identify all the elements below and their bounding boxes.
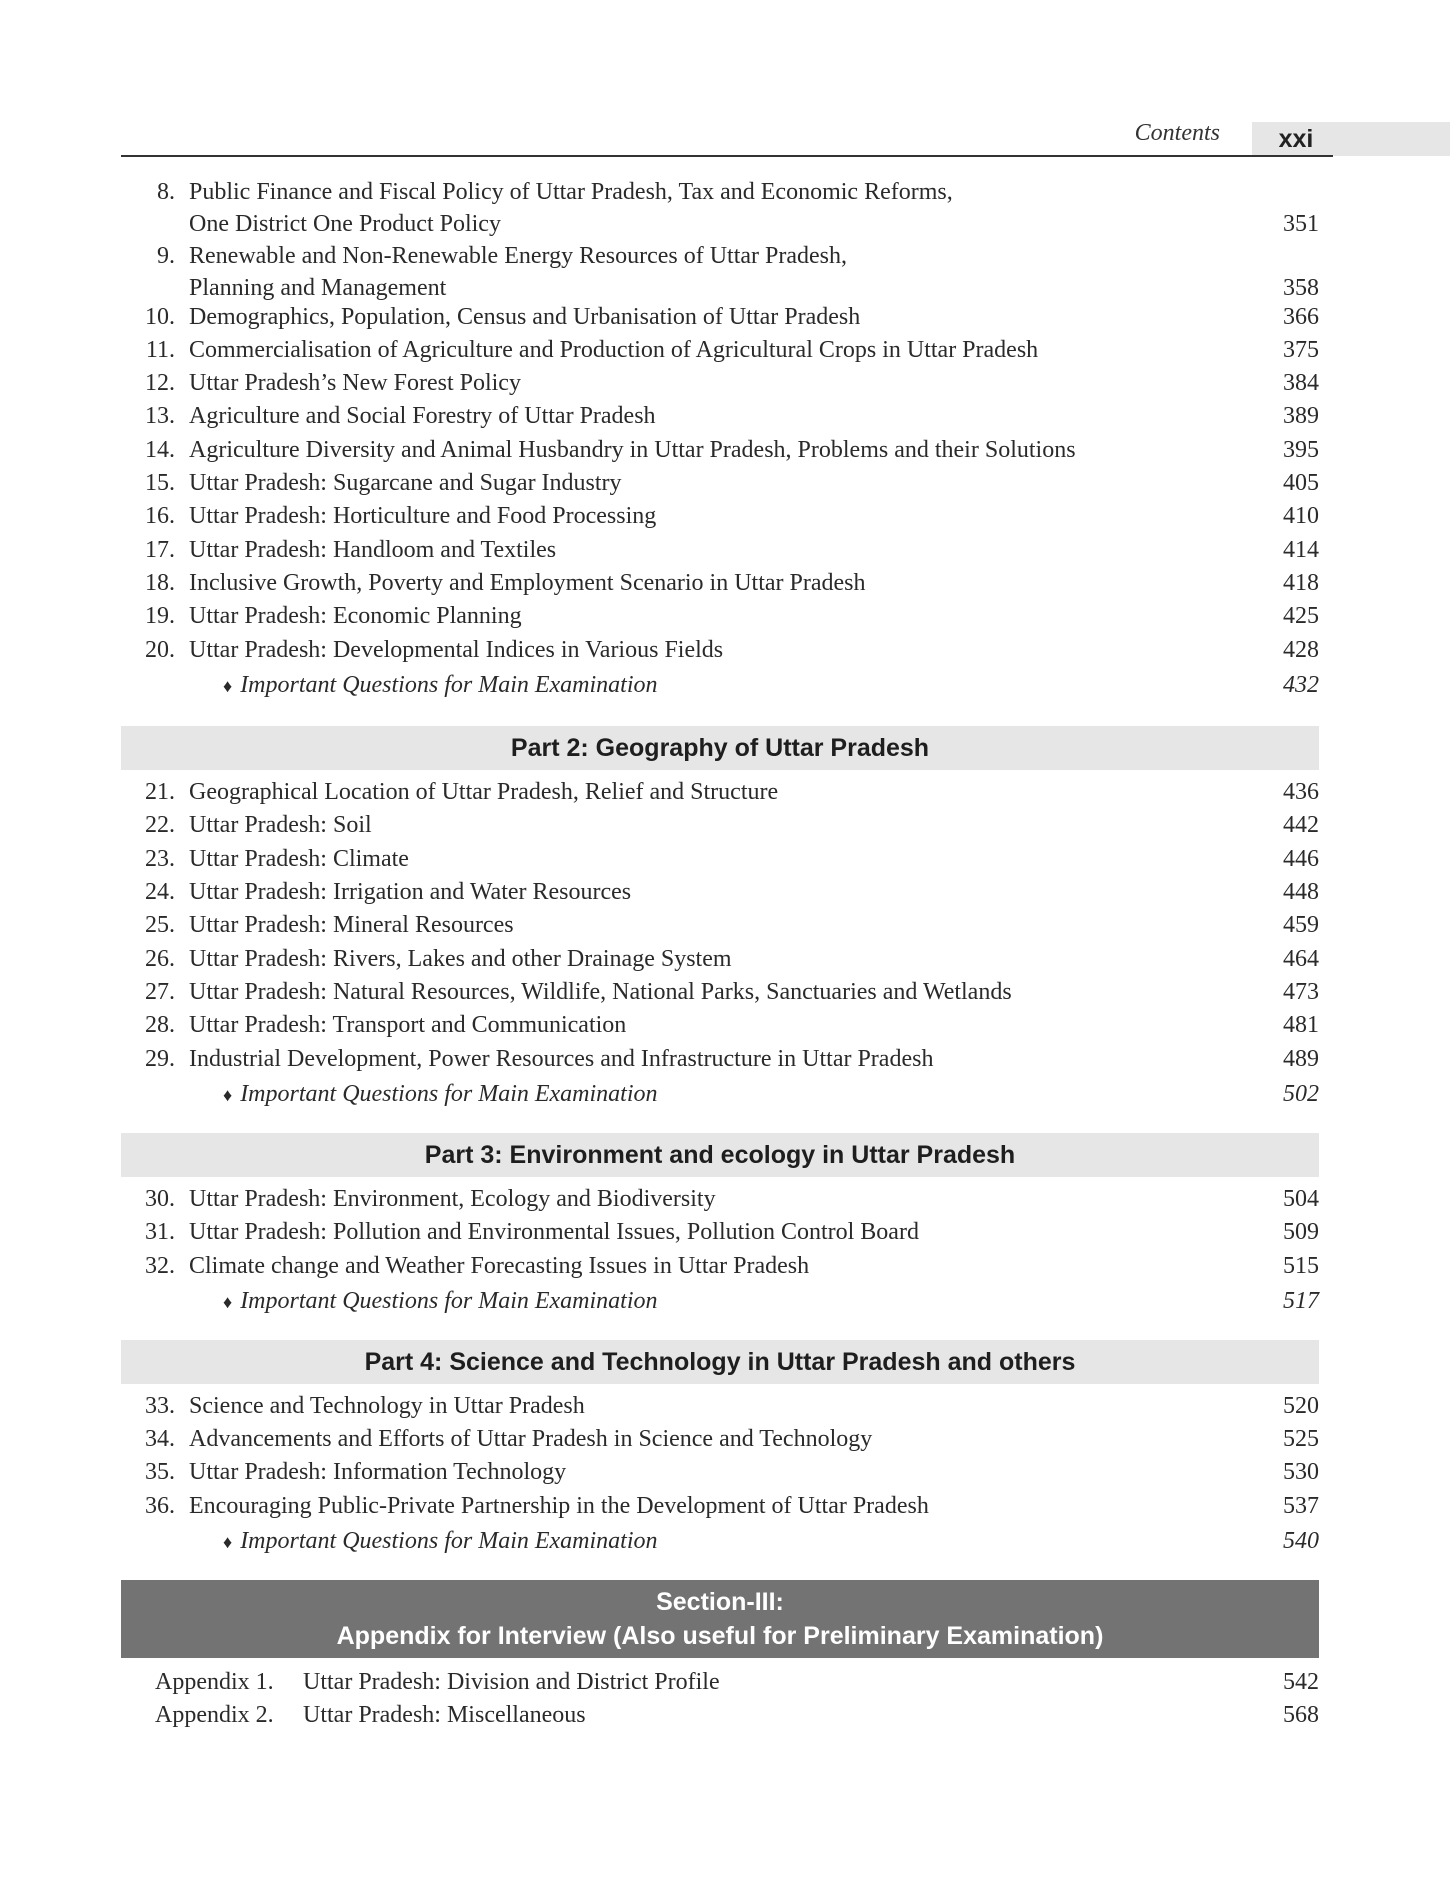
- toc-entry[interactable]: [121, 600, 1319, 632]
- entry-title: Uttar Pradesh: Pollution and Environmental Issues, Pollution Control Board: [189, 1218, 919, 1245]
- toc-entry[interactable]: [121, 909, 1319, 941]
- appendix-entry[interactable]: [155, 1699, 1319, 1731]
- entry-number: 14.: [145, 436, 175, 463]
- entry-title: Uttar Pradesh: Sugarcane and Sugar Industry: [189, 469, 622, 496]
- entry-page: 520: [1283, 1392, 1319, 1419]
- entry-page: 436: [1283, 778, 1319, 805]
- entry-page: 504: [1283, 1185, 1319, 1212]
- entry-number: 25.: [145, 911, 175, 938]
- entry-page: 405: [1283, 469, 1319, 496]
- entry-number: 9.: [157, 243, 175, 269]
- entry-title: Demographics, Population, Census and Urbanisation of Uttar Pradesh: [189, 303, 861, 330]
- toc-entry[interactable]: [121, 1250, 1319, 1282]
- entry-title: Uttar Pradesh: Environment, Ecology and Biodiversity: [189, 1185, 716, 1212]
- entry-number: 32.: [145, 1252, 175, 1279]
- toc-entry[interactable]: [121, 301, 1319, 333]
- entry-number: 36.: [145, 1492, 175, 1519]
- entry-title: Uttar Pradesh: Transport and Communication: [189, 1011, 627, 1038]
- entry-title: ♦ Important Questions for Main Examination: [223, 671, 658, 698]
- toc-entry[interactable]: [121, 809, 1319, 841]
- toc-entry[interactable]: [121, 1216, 1319, 1248]
- entry-page: 464: [1283, 945, 1319, 972]
- entry-title: ♦ Important Questions for Main Examination: [223, 1527, 658, 1554]
- entry-page: 489: [1283, 1045, 1319, 1072]
- part-2-heading: Part 2: Geography of Uttar Pradesh: [121, 726, 1319, 770]
- toc-entry[interactable]: [121, 1390, 1319, 1422]
- diamond-bullet-icon: ♦: [223, 1291, 233, 1312]
- entry-number: 28.: [145, 1011, 175, 1038]
- appendix-page: 568: [1283, 1701, 1319, 1728]
- appendix-label: Appendix 1.: [155, 1668, 274, 1695]
- appendix-title: Uttar Pradesh: Division and District Profile: [303, 1668, 720, 1695]
- entry-page: 428: [1283, 636, 1319, 663]
- entry-page: 540: [1283, 1527, 1319, 1554]
- toc-entry[interactable]: [121, 367, 1319, 399]
- entry-page: 446: [1283, 845, 1319, 872]
- entry-title: Uttar Pradesh: Economic Planning: [189, 602, 522, 629]
- entry-number: 21.: [145, 778, 175, 805]
- entry-title: Uttar Pradesh: Information Technology: [189, 1458, 567, 1485]
- entry-title: Uttar Pradesh’s New Forest Policy: [189, 369, 521, 396]
- entry-number: 23.: [145, 845, 175, 872]
- entry-page: 425: [1283, 602, 1319, 629]
- toc-entry[interactable]: [121, 1043, 1319, 1075]
- entry-title: Agriculture and Social Forestry of Uttar Pradesh: [189, 402, 656, 429]
- entry-page: 515: [1283, 1252, 1319, 1279]
- part-3-heading: Part 3: Environment and ecology in Uttar Pradesh: [121, 1133, 1319, 1177]
- part-4-heading: Part 4: Science and Technology in Uttar Pradesh and others: [121, 1340, 1319, 1384]
- entry-page: 459: [1283, 911, 1319, 938]
- entry-page: 442: [1283, 811, 1319, 838]
- entry-title: Uttar Pradesh: Climate: [189, 845, 409, 872]
- toc-entry[interactable]: [121, 467, 1319, 499]
- entry-page: 414: [1283, 536, 1319, 563]
- appendix-page: 542: [1283, 1668, 1319, 1695]
- entry-page: 525: [1283, 1425, 1319, 1452]
- toc-entry[interactable]: [121, 434, 1319, 466]
- diamond-bullet-icon: ♦: [223, 1084, 233, 1105]
- entry-page: 473: [1283, 978, 1319, 1005]
- entry-title: Industrial Development, Power Resources and Infrastructure in Uttar Pradesh: [189, 1045, 934, 1072]
- entry-number: 33.: [145, 1392, 175, 1419]
- toc-entry[interactable]: [121, 334, 1319, 366]
- toc-entry[interactable]: [121, 567, 1319, 599]
- toc-entry[interactable]: [121, 176, 1319, 240]
- entry-title: Agriculture Diversity and Animal Husbandry in Uttar Pradesh, Problems and their Solutions: [189, 436, 1076, 463]
- entry-page: 384: [1283, 369, 1319, 396]
- entry-number: 35.: [145, 1458, 175, 1485]
- entry-number: 26.: [145, 945, 175, 972]
- entry-title: Uttar Pradesh: Developmental Indices in Various Fields: [189, 636, 724, 663]
- entry-title: Climate change and Weather Forecasting Issues in Uttar Pradesh: [189, 1252, 810, 1279]
- entry-page: 366: [1283, 303, 1319, 330]
- entry-page: 517: [1283, 1287, 1319, 1314]
- entry-number: 27.: [145, 978, 175, 1005]
- entry-page: 509: [1283, 1218, 1319, 1245]
- toc-entry[interactable]: [121, 876, 1319, 908]
- entry-title: Inclusive Growth, Poverty and Employment Scenario in Uttar Pradesh: [189, 569, 866, 596]
- section-3-heading: [121, 1580, 1319, 1658]
- entry-page: 395: [1283, 436, 1319, 463]
- entry-number: 19.: [145, 602, 175, 629]
- entry-page: 481: [1283, 1011, 1319, 1038]
- entry-title: Uttar Pradesh: Soil: [189, 811, 372, 838]
- entry-page: 537: [1283, 1492, 1319, 1519]
- toc-entry[interactable]: [121, 776, 1319, 808]
- entry-number: 22.: [145, 811, 175, 838]
- entry-number: 17.: [145, 536, 175, 563]
- entry-title: Uttar Pradesh: Natural Resources, Wildlife, National Parks, Sanctuaries and Wetlands: [189, 978, 1012, 1005]
- appendix-label: Appendix 2.: [155, 1701, 274, 1728]
- entry-number: 15.: [145, 469, 175, 496]
- important-questions-entry[interactable]: [121, 1285, 1319, 1317]
- entry-number: 29.: [145, 1045, 175, 1072]
- toc-entry[interactable]: [121, 240, 1319, 304]
- entry-page: 351: [1283, 211, 1319, 237]
- entry-page: 530: [1283, 1458, 1319, 1485]
- entry-number: 8.: [157, 179, 175, 205]
- entry-page: 502: [1283, 1080, 1319, 1107]
- entry-title: ♦ Important Questions for Main Examination: [223, 1287, 658, 1314]
- toc-entry[interactable]: [121, 943, 1319, 975]
- entry-page: 410: [1283, 502, 1319, 529]
- toc-entry[interactable]: [121, 1490, 1319, 1522]
- running-header-title: Contents: [1134, 120, 1220, 146]
- important-questions-entry[interactable]: [121, 1078, 1319, 1110]
- entry-number: 30.: [145, 1185, 175, 1212]
- entry-title: Commercialisation of Agriculture and Production of Agricultural Crops in Uttar Pradesh: [189, 336, 1039, 363]
- entry-page: 448: [1283, 878, 1319, 905]
- toc-entry[interactable]: [121, 500, 1319, 532]
- entry-page: 389: [1283, 402, 1319, 429]
- toc-entry[interactable]: [121, 1456, 1319, 1488]
- entry-title: Encouraging Public-Private Partnership in the Development of Uttar Pradesh: [189, 1492, 929, 1519]
- entry-title: Uttar Pradesh: Mineral Resources: [189, 911, 514, 938]
- entry-title: Uttar Pradesh: Irrigation and Water Resources: [189, 878, 632, 905]
- toc-entry[interactable]: [121, 976, 1319, 1008]
- entry-number: 13.: [145, 402, 175, 429]
- entry-number: 12.: [145, 369, 175, 396]
- entry-number: 11.: [145, 336, 175, 363]
- entry-page: 432: [1283, 671, 1319, 698]
- entry-number: 31.: [145, 1218, 175, 1245]
- entry-number: 18.: [145, 569, 175, 596]
- appendix-title: Uttar Pradesh: Miscellaneous: [303, 1701, 586, 1728]
- entry-title: Uttar Pradesh: Rivers, Lakes and other Drainage System: [189, 945, 732, 972]
- entry-number: 34.: [145, 1425, 175, 1452]
- entry-page: 358: [1283, 275, 1319, 301]
- entry-title: Uttar Pradesh: Handloom and Textiles: [189, 536, 557, 563]
- entry-title: Advancements and Efforts of Uttar Pradesh in Science and Technology: [189, 1425, 873, 1452]
- toc-entry[interactable]: [121, 1183, 1319, 1215]
- important-questions-entry[interactable]: [121, 1525, 1319, 1557]
- entry-number: 10.: [145, 303, 175, 330]
- diamond-bullet-icon: ♦: [223, 1531, 233, 1552]
- section-3-title: Section-III:: [656, 1588, 784, 1616]
- entry-title: Renewable and Non-Renewable Energy Resources of Uttar Pradesh, Planning and Management: [189, 243, 848, 301]
- entry-title: Geographical Location of Uttar Pradesh, Relief and Structure: [189, 778, 779, 805]
- page-number: xxi: [1278, 125, 1314, 153]
- diamond-bullet-icon: ♦: [223, 675, 233, 696]
- toc-entry[interactable]: [121, 843, 1319, 875]
- toc-entry[interactable]: [121, 634, 1319, 666]
- entry-number: 16.: [145, 502, 175, 529]
- important-questions-entry[interactable]: [121, 669, 1319, 701]
- toc-entry[interactable]: [121, 534, 1319, 566]
- toc-entry[interactable]: [121, 400, 1319, 432]
- entry-number: 24.: [145, 878, 175, 905]
- section-3-subtitle: Appendix for Interview (Also useful for Preliminary Examination): [336, 1622, 1104, 1650]
- toc-entry[interactable]: [121, 1009, 1319, 1041]
- appendix-entry[interactable]: [155, 1666, 1319, 1698]
- entry-title: Uttar Pradesh: Horticulture and Food Processing: [189, 502, 657, 529]
- entry-title: Science and Technology in Uttar Pradesh: [189, 1392, 585, 1419]
- entry-page: 375: [1283, 336, 1319, 363]
- entry-title: Public Finance and Fiscal Policy of Uttar Pradesh, Tax and Economic Reforms, One District One Product Policy: [189, 179, 953, 237]
- toc-entry[interactable]: [121, 1423, 1319, 1455]
- entry-number: 20.: [145, 636, 175, 663]
- entry-page: 418: [1283, 569, 1319, 596]
- entry-title: ♦ Important Questions for Main Examination: [223, 1080, 658, 1107]
